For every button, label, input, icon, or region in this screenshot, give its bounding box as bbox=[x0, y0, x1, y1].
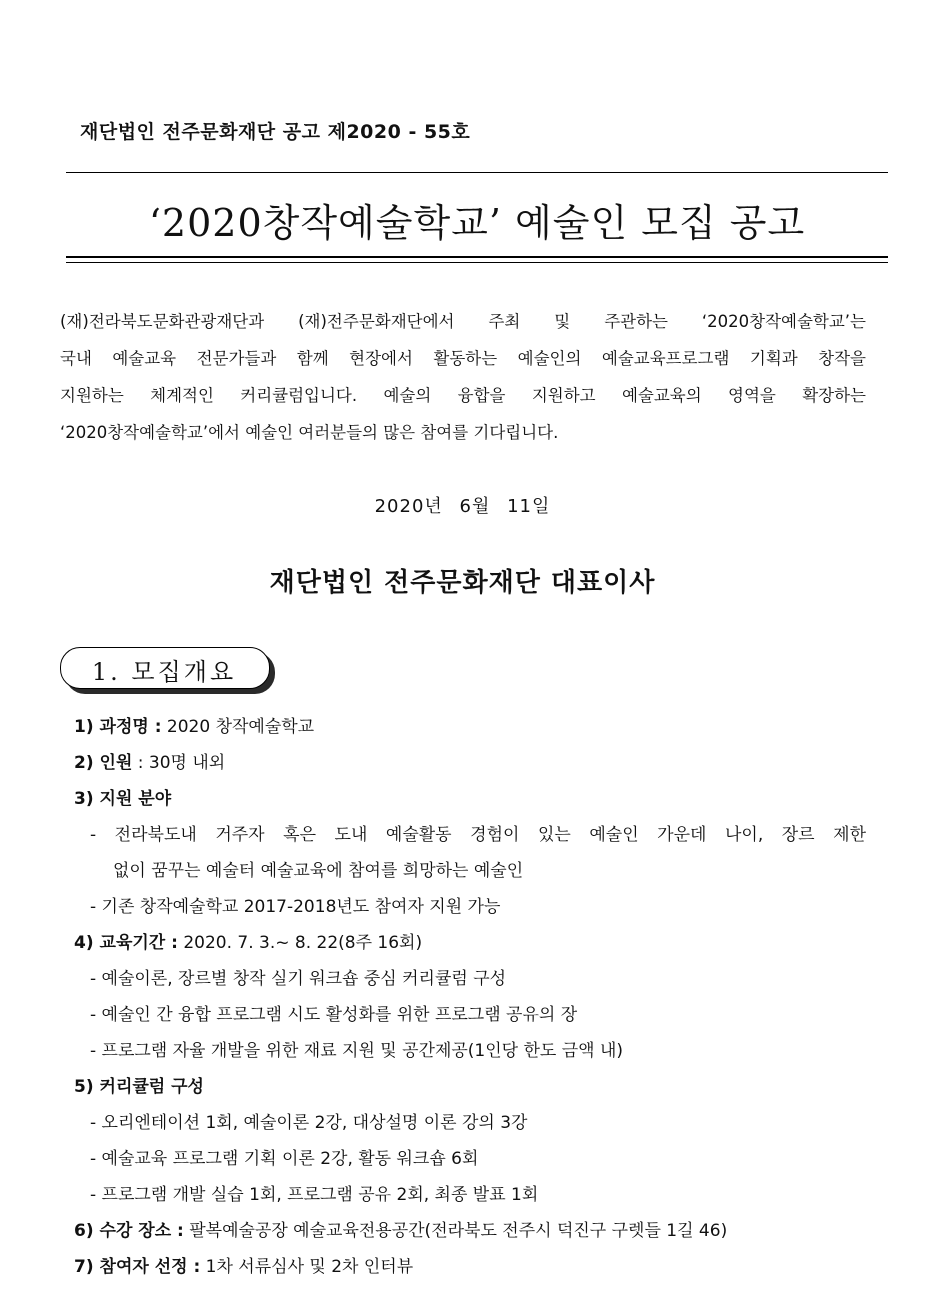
item-label: 5) 커리큘럼 구성 bbox=[74, 1077, 204, 1097]
top-rule bbox=[66, 172, 888, 173]
item-label: 3) 지원 분야 bbox=[74, 789, 172, 809]
item-value: 2020 창작예술학교 bbox=[161, 717, 315, 737]
item-value: 2020. 7. 3.~ 8. 22(8주 16회) bbox=[177, 933, 423, 953]
title-double-rule-thin bbox=[66, 262, 888, 263]
section-heading: 1. 모집개요 bbox=[91, 658, 237, 686]
item-course-name bbox=[74, 712, 314, 737]
period-sub-2: - 예술인 간 융합 프로그램 시도 활성화를 위한 프로그램 공유의 장 bbox=[90, 1005, 578, 1025]
eligibility-sub-2: - 기존 창작예술학교 2017-2018년도 참여자 지원 가능 bbox=[90, 897, 501, 917]
item-value: : 30명 내외 bbox=[132, 753, 226, 773]
item-value: 1차 서류심사 및 2차 인터뷰 bbox=[200, 1257, 414, 1277]
issuer-name: 재단법인 전주문화재단 대표이사 bbox=[269, 568, 656, 598]
intro-line-4: ‘2020창작예술학교’에서 예술인 여러분들의 많은 참여를 기다립니다. bbox=[60, 423, 559, 442]
title-double-rule-thick bbox=[66, 256, 888, 258]
item-selection bbox=[74, 1252, 413, 1277]
curriculum-sub-2: - 예술교육 프로그램 기획 이론 2강, 활동 워크숍 6회 bbox=[90, 1149, 479, 1169]
period-sub-1: - 예술이론, 장르별 창작 실기 워크숍 중심 커리큘럼 구성 bbox=[90, 969, 507, 989]
item-label: 4) 교육기간 : bbox=[74, 933, 178, 953]
curriculum-sub-3: - 프로그램 개발 실습 1회, 프로그램 공유 2회, 최종 발표 1회 bbox=[90, 1185, 539, 1205]
page-title: ‘2020창작예술학교’ 예술인 모집 공고 bbox=[148, 201, 806, 245]
item-curriculum bbox=[74, 1072, 204, 1097]
item-headcount bbox=[74, 748, 225, 773]
notice-number: 재단법인 전주문화재단 공고 제2020 - 55호 bbox=[80, 121, 471, 143]
item-period bbox=[74, 928, 422, 953]
item-eligibility bbox=[74, 784, 171, 809]
intro-line-2: 국내 예술교육 전문가들과 함께 현장에서 활동하는 예술인의 예술교육프로그램 기획과 창작을 bbox=[60, 349, 866, 368]
item-label: 6) 수강 장소 : bbox=[74, 1221, 184, 1241]
item-label: 7) 참여자 선정 : bbox=[74, 1257, 201, 1277]
eligibility-sub-1-cont: 없이 꿈꾸는 예술터 예술교육에 참여를 희망하는 예술인 bbox=[113, 861, 524, 881]
period-sub-3: - 프로그램 자율 개발을 위한 재료 지원 및 공간제공(1인당 한도 금액 내) bbox=[90, 1041, 624, 1061]
curriculum-sub-1: - 오리엔테이션 1회, 예술이론 2강, 대상설명 이론 강의 3강 bbox=[90, 1113, 528, 1133]
item-venue bbox=[74, 1216, 727, 1241]
eligibility-sub-1: - 전라북도내 거주자 혹은 도내 예술활동 경험이 있는 예술인 가운데 나이, 장르 제한 bbox=[90, 825, 866, 845]
announcement-date: 2020년 6월 11일 bbox=[374, 496, 551, 517]
item-label: 2) 인원 bbox=[74, 753, 133, 773]
item-label: 1) 과정명 : bbox=[74, 717, 162, 737]
intro-line-1: (재)전라북도문화관광재단과 (재)전주문화재단에서 주최 및 주관하는 ‘2020창작예술학교’는 bbox=[60, 312, 866, 331]
intro-paragraph bbox=[60, 303, 866, 451]
intro-line-3: 지원하는 체계적인 커리큘럼입니다. 예술의 융합을 지원하고 예술교육의 영역을 확장하는 bbox=[60, 386, 866, 405]
item-value: 팔복예술공장 예술교육전용공간(전라북도 전주시 덕진구 구렛들 1길 46) bbox=[183, 1221, 728, 1241]
